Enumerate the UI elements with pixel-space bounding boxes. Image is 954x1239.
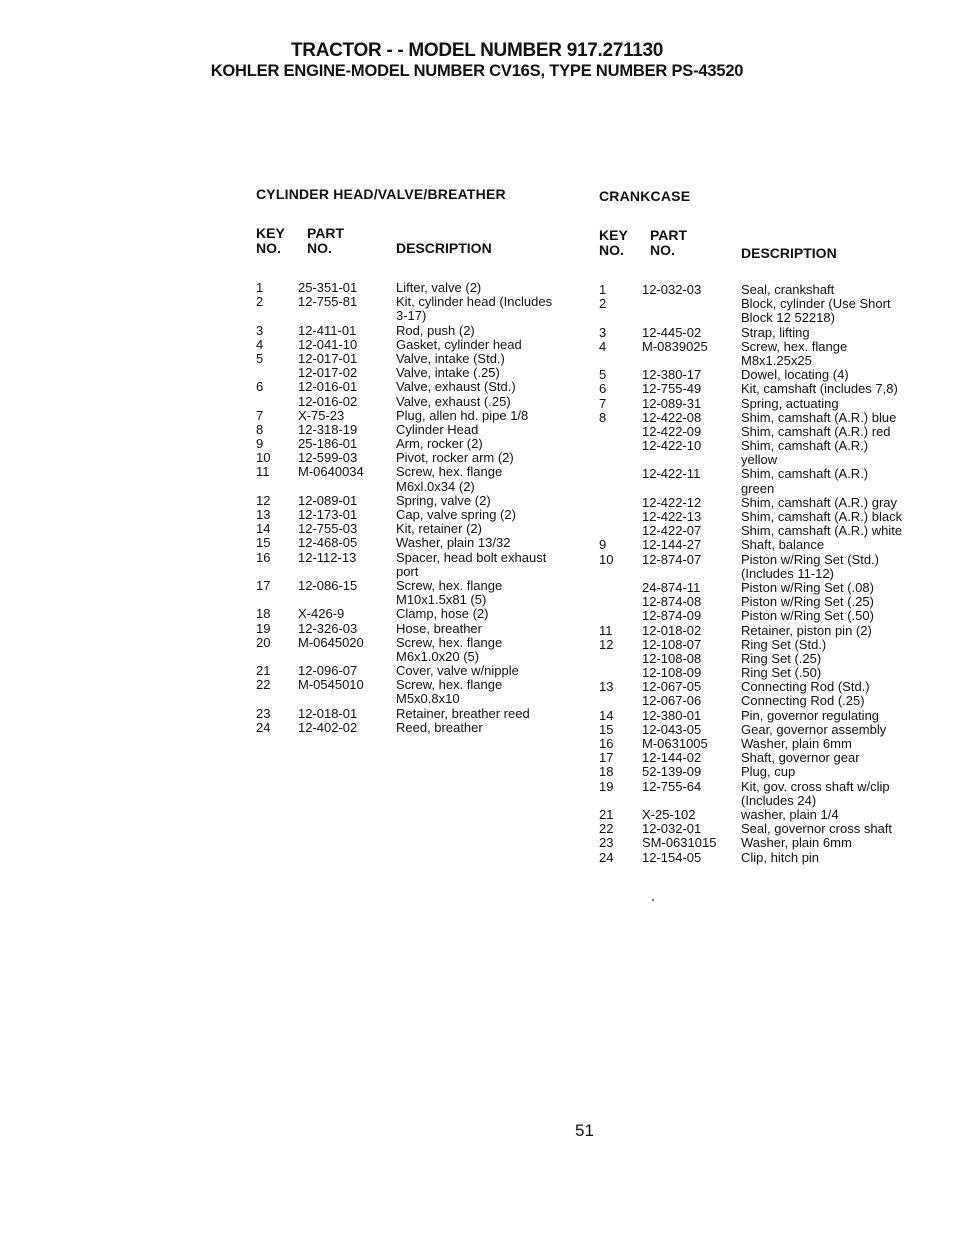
part-number: 12-874-09: [642, 608, 702, 624]
part-number: 12-422-11: [642, 466, 701, 482]
table-row: [256, 536, 586, 550]
part-description: Washer, plain 6mm: [741, 835, 852, 851]
key-number: 2: [256, 294, 264, 310]
table-row: [599, 340, 939, 354]
part-description: Screw, hex. flange: [396, 464, 503, 480]
part-number: 12-599-03: [298, 450, 358, 466]
table-row: [599, 836, 939, 850]
part-description: Spacer, head bolt exhaust: [396, 549, 547, 565]
part-description: Screw, hex. flange: [396, 677, 503, 693]
part-description: Washer, plain 13/32: [396, 535, 511, 551]
part-description: Ring Set (.50): [741, 665, 822, 681]
part-description: Kit, retainer (2): [396, 521, 482, 537]
part-description: Cover, valve w/nipple: [396, 663, 519, 679]
table-row: [256, 338, 586, 352]
col-header-key: KEY NO.: [256, 225, 285, 256]
key-number: 24: [599, 849, 614, 865]
part-description: M6x1.0x20 (5): [396, 648, 480, 664]
part-number: M-0545010: [298, 677, 364, 693]
page-number: 51: [575, 1121, 594, 1140]
table-row: [256, 707, 586, 721]
part-description: Kit, gov. cross shaft w/clip: [741, 778, 890, 794]
part-number: 12-108-08: [642, 650, 702, 666]
part-description: Connecting Rod (Std.): [741, 679, 870, 695]
part-number: 12-032-03: [642, 282, 702, 297]
part-number: 12-380-01: [642, 707, 702, 723]
table-row: [256, 423, 586, 437]
key-number: 18: [256, 606, 271, 622]
part-description: Clip, hitch pin: [741, 849, 820, 865]
part-description: Ring Set (.25): [741, 650, 822, 666]
part-number: 12-755-64: [642, 778, 702, 794]
part-number: 12-017-01: [298, 350, 358, 366]
part-description: Screw, hex. flange: [396, 634, 503, 650]
part-number: 12-755-03: [298, 521, 358, 537]
key-number: 10: [599, 551, 614, 567]
part-description: Shim, camshaft (A.R.) black: [741, 509, 903, 524]
part-number: 12-445-02: [642, 324, 702, 340]
part-number: 25-186-01: [298, 436, 358, 452]
col-header-description: DESCRIPTION: [396, 240, 492, 256]
table-row: [256, 309, 586, 323]
part-number: 12-318-19: [298, 421, 358, 437]
table-row: [599, 283, 939, 297]
key-number: 5: [256, 350, 264, 366]
part-number: 12-154-05: [642, 849, 702, 865]
table-row: [599, 751, 939, 765]
page-subtitle: KOHLER ENGINE-MODEL NUMBER CV16S, TYPE NUMBER PS-43520: [210, 62, 744, 80]
part-description: Seal, crankshaft: [741, 282, 835, 297]
key-number: 8: [599, 409, 607, 425]
table-row: [599, 382, 939, 396]
part-description: Piston w/Ring Set (Std.): [741, 551, 879, 567]
part-description: 3-17): [396, 308, 427, 324]
part-number: 12-422-08: [642, 409, 702, 425]
table-row: [599, 311, 939, 325]
part-description: Valve, intake (.25): [396, 365, 500, 381]
part-number: 12-108-09: [642, 665, 702, 681]
part-number: 12-411-01: [298, 322, 357, 338]
part-description: M5x0.8x10: [396, 691, 460, 707]
table-row: [599, 538, 939, 552]
part-number: 12-173-01: [298, 507, 358, 522]
part-number: M-0640034: [298, 464, 364, 480]
part-number: 12-067-06: [642, 693, 702, 709]
key-number: 3: [256, 322, 264, 338]
part-description: yellow: [741, 452, 778, 468]
part-number: M-0631005: [642, 736, 708, 751]
table-row: [256, 721, 586, 735]
part-description: Hose, breather: [396, 620, 482, 636]
table-row: [256, 395, 586, 409]
table-row: [256, 295, 586, 309]
part-number: 12-468-05: [298, 535, 358, 551]
part-number: 12-089-01: [298, 492, 358, 508]
table-row: [599, 567, 939, 581]
part-description: Arm, rocker (2): [396, 436, 483, 452]
part-number: X-25-102: [642, 806, 696, 822]
key-number: 8: [256, 421, 264, 437]
part-number: 12-755-81: [298, 294, 358, 310]
part-description: Washer, plain 6mm: [741, 736, 852, 751]
table-row: [599, 439, 939, 453]
table-row: [256, 565, 586, 579]
part-description: M6xl.0x34 (2): [396, 478, 475, 494]
part-description: Plug, allen hd. pipe 1/8: [396, 407, 529, 423]
key-number: 23: [599, 835, 614, 851]
part-description: Gasket, cylinder head: [396, 336, 522, 352]
key-number: 20: [256, 634, 271, 650]
part-description: Piston w/Ring Set (.08): [741, 579, 874, 595]
table-row: [599, 808, 939, 822]
key-number: 10: [256, 450, 271, 466]
part-number: X-426-9: [298, 606, 345, 622]
part-description: Dowel, locating (4): [741, 367, 849, 383]
part-description: Screw, hex. flange: [396, 577, 503, 593]
table-row: [599, 666, 939, 680]
key-number: 16: [256, 549, 271, 565]
part-description: Kit, cylinder head (Includes: [396, 294, 553, 310]
part-number: 12-144-02: [642, 750, 702, 766]
section-title-cylinder-head: CYLINDER HEAD/VALVE/BREATHER: [256, 186, 506, 202]
page-title: TRACTOR - - MODEL NUMBER 917.271130: [290, 40, 664, 61]
part-description: Cylinder Head: [396, 421, 479, 437]
table-row: [256, 622, 586, 636]
part-description: Shim, camshaft (A.R.): [741, 438, 869, 454]
part-number: 12-874-07: [642, 551, 702, 567]
table-row: [256, 281, 586, 295]
key-number: 4: [599, 338, 607, 354]
part-description: Retainer, breather reed: [396, 705, 530, 721]
part-description: Plug, cup: [741, 764, 796, 780]
key-number: 19: [599, 778, 614, 794]
part-description: green: [741, 480, 775, 496]
part-number: M-0839025: [642, 338, 708, 354]
key-number: 24: [256, 719, 271, 735]
key-number: 5: [599, 367, 607, 383]
table-row: [599, 581, 939, 595]
part-description: Lifter, valve (2): [396, 280, 482, 295]
part-number: 52-139-09: [642, 764, 702, 780]
part-number: X-75-23: [298, 407, 345, 423]
table-row: [256, 437, 586, 451]
key-number: 11: [599, 622, 613, 638]
part-number: 12-326-03: [298, 620, 358, 636]
part-description: Shaft, governor gear: [741, 750, 860, 766]
key-number: 17: [599, 750, 614, 766]
part-description: Piston w/Ring Set (.25): [741, 594, 874, 610]
table-row: [256, 551, 586, 565]
part-description: Shaft, balance: [741, 537, 825, 553]
table-row: [599, 482, 939, 496]
part-description: Block 12 52218): [741, 310, 835, 326]
part-description: Shim, camshaft (A.R.) blue: [741, 409, 897, 425]
table-row: [599, 368, 939, 382]
parts-list-cylinder-head: [256, 281, 586, 735]
part-description: Kit, camshaft (includes 7,8): [741, 381, 898, 397]
part-number: 12-422-07: [642, 523, 702, 539]
key-number: 12: [256, 492, 271, 508]
table-row: [599, 624, 939, 638]
part-description: Ring Set (Std.): [741, 636, 827, 652]
part-number: 12-422-10: [642, 438, 702, 454]
key-number: 2: [599, 296, 607, 312]
key-number: 9: [599, 537, 607, 553]
part-number: 12-402-02: [298, 719, 358, 735]
part-description: Valve, intake (Std.): [396, 350, 505, 366]
part-description: (Includes 11-12): [741, 565, 834, 581]
table-row: [256, 664, 586, 678]
part-description: washer, plain 1/4: [741, 806, 839, 822]
table-row: [599, 553, 939, 567]
table-row: [256, 508, 586, 522]
part-description: Piston w/Ring Set (.50): [741, 608, 874, 624]
part-number: 12-089-31: [642, 395, 702, 411]
key-number: 14: [599, 707, 614, 723]
key-number: 11: [256, 464, 270, 480]
part-number: 12-422-09: [642, 423, 702, 439]
part-description: Pin, governor regulating: [741, 707, 880, 723]
part-number: 12-018-02: [642, 622, 702, 638]
part-number: 12-422-13: [642, 509, 702, 524]
table-row: [256, 636, 586, 650]
table-row: [599, 822, 939, 836]
table-row: [599, 297, 939, 311]
part-number: 12-017-02: [298, 365, 358, 381]
part-description: M10x1.5x81 (5): [396, 592, 487, 608]
table-row: [599, 694, 939, 708]
part-description: Shim, camshaft (A.R.) gray: [741, 494, 898, 510]
table-row: [599, 794, 939, 808]
part-number: 12-144-27: [642, 537, 702, 553]
key-number: 15: [256, 535, 271, 551]
table-row: [256, 465, 586, 479]
part-number: 25-351-01: [298, 280, 358, 295]
key-number: 21: [599, 806, 614, 822]
key-number: 15: [599, 721, 614, 737]
part-description: Shim, camshaft (A.R.): [741, 466, 869, 482]
table-row: [599, 397, 939, 411]
key-number: 4: [256, 336, 264, 352]
part-description: Connecting Rod (.25): [741, 693, 865, 709]
key-number: 18: [599, 764, 614, 780]
table-row: [256, 494, 586, 508]
part-number: 12-041-10: [298, 336, 358, 352]
table-row: [599, 652, 939, 666]
part-description: Reed, breather: [396, 719, 483, 735]
table-row: [256, 324, 586, 338]
key-number: 14: [256, 521, 271, 537]
part-description: Spring, valve (2): [396, 492, 491, 508]
part-number: 12-067-05: [642, 679, 702, 695]
table-row: [256, 607, 586, 621]
key-number: 1: [599, 282, 607, 297]
table-row: [599, 354, 939, 368]
key-number: 9: [256, 436, 264, 452]
section-title-crankcase: CRANKCASE: [599, 188, 691, 204]
key-number: 1: [256, 280, 264, 295]
table-row: [256, 451, 586, 465]
table-row: [599, 737, 939, 751]
table-row: [599, 453, 939, 467]
table-row: [599, 638, 939, 652]
part-number: SM-0631015: [642, 835, 717, 851]
table-row: [256, 480, 586, 494]
part-description: port: [396, 563, 419, 579]
part-number: 12-422-12: [642, 494, 702, 510]
key-number: 22: [256, 677, 271, 693]
part-description: Shim, camshaft (A.R.) red: [741, 423, 891, 439]
table-row: [599, 680, 939, 694]
key-number: 19: [256, 620, 271, 636]
key-number: 6: [599, 381, 607, 397]
part-description: Shim, camshaft (A.R.) white: [741, 523, 903, 539]
col-header-part: PART NO.: [307, 225, 345, 256]
key-number: 7: [599, 395, 607, 411]
part-number: 12-086-15: [298, 577, 358, 593]
table-row: [599, 510, 939, 524]
table-row: [599, 851, 939, 865]
part-description: Pivot, rocker arm (2): [396, 450, 514, 466]
part-number: M-0645020: [298, 634, 364, 650]
key-number: 13: [599, 679, 614, 695]
part-description: M8x1.25x25: [741, 352, 812, 368]
table-row: [256, 692, 586, 706]
speck: [652, 899, 654, 901]
key-number: 13: [256, 507, 271, 522]
table-row: [256, 522, 586, 536]
part-number: 12-874-08: [642, 594, 702, 610]
key-number: 12: [599, 636, 614, 652]
part-description: Seal, governor cross shaft: [741, 821, 893, 837]
key-number: 16: [599, 736, 614, 751]
table-row: [256, 593, 586, 607]
key-number: 22: [599, 821, 614, 837]
part-description: Retainer, piston pin (2): [741, 622, 872, 638]
part-number: 12-043-05: [642, 721, 702, 737]
part-description: (Includes 24): [741, 792, 817, 808]
part-number: 12-108-07: [642, 636, 702, 652]
part-number: 12-755-49: [642, 381, 702, 397]
table-row: [599, 326, 939, 340]
part-number: 12-016-02: [298, 393, 358, 409]
table-row: [256, 352, 586, 366]
part-number: 12-032-01: [642, 821, 702, 837]
table-row: [599, 496, 939, 510]
part-description: Block, cylinder (Use Short: [741, 296, 891, 312]
table-row: [599, 709, 939, 723]
part-number: 12-018-01: [298, 705, 358, 721]
part-number: 12-096-07: [298, 663, 358, 679]
table-row: [256, 579, 586, 593]
table-row: [599, 765, 939, 779]
table-row: [256, 650, 586, 664]
key-number: 21: [256, 663, 271, 679]
part-description: Screw, hex. flange: [741, 338, 848, 354]
table-row: [256, 380, 586, 394]
table-row: [256, 678, 586, 692]
key-number: 17: [256, 577, 271, 593]
col-header-part: PART NO.: [650, 227, 688, 258]
key-number: 7: [256, 407, 264, 423]
table-row: [599, 595, 939, 609]
part-number: 24-874-11: [642, 579, 701, 595]
part-description: Cap, valve spring (2): [396, 507, 516, 522]
table-row: [256, 409, 586, 423]
part-description: Strap, lifting: [741, 324, 810, 340]
table-row: [599, 425, 939, 439]
table-row: [599, 467, 939, 481]
key-number: 23: [256, 705, 271, 721]
col-header-key: KEY NO.: [599, 227, 628, 258]
part-number: 12-016-01: [298, 379, 358, 395]
table-row: [599, 723, 939, 737]
table-row: [599, 524, 939, 538]
part-description: Clamp, hose (2): [396, 606, 489, 622]
col-header-description: DESCRIPTION: [741, 245, 837, 261]
key-number: 6: [256, 379, 264, 395]
parts-list-crankcase: [599, 283, 939, 865]
part-description: Valve, exhaust (.25): [396, 393, 511, 409]
part-description: Valve, exhaust (Std.): [396, 379, 516, 395]
table-row: [256, 366, 586, 380]
table-row: [599, 609, 939, 623]
key-number: 3: [599, 324, 607, 340]
part-description: Gear, governor assembly: [741, 721, 887, 737]
table-row: [599, 780, 939, 794]
part-number: 12-380-17: [642, 367, 702, 383]
table-row: [599, 411, 939, 425]
part-description: Spring, actuating: [741, 395, 839, 411]
part-description: Rod, push (2): [396, 322, 475, 338]
part-number: 12-112-13: [298, 549, 357, 565]
